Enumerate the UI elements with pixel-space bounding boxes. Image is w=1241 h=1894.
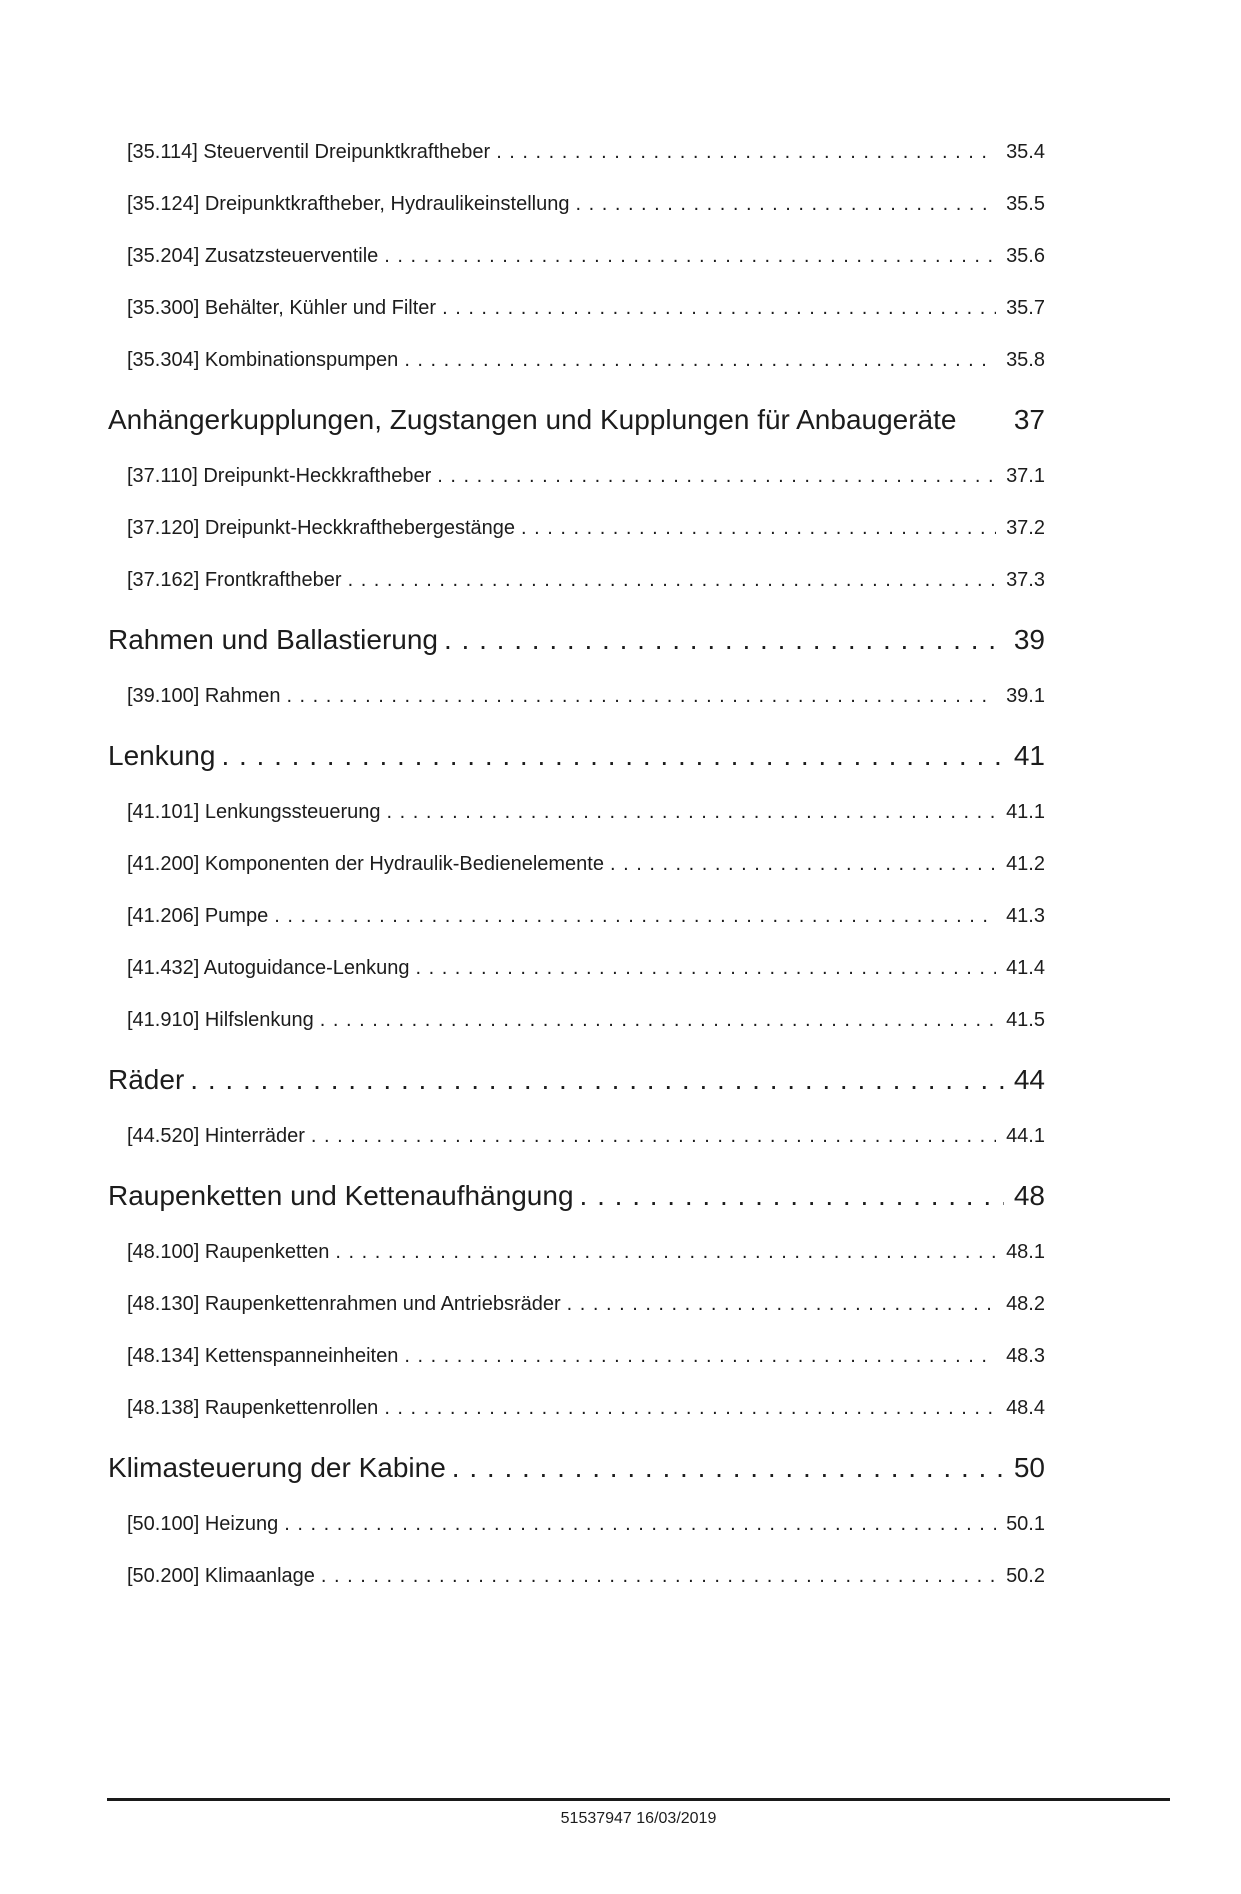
toc-entry-title: [35.300] Behälter, Kühler und Filter xyxy=(127,297,437,319)
toc-page-number: 48 xyxy=(1013,1180,1045,1211)
toc-page-number: 41.1 xyxy=(1006,801,1045,823)
toc-entry-title: [48.130] Raupenkettenrahmen und Antriebsräder xyxy=(127,1293,561,1315)
dot-leader xyxy=(286,684,996,708)
toc-entry-row[interactable] xyxy=(108,296,1045,320)
toc-entry-title: [48.134] Kettenspanneinheiten xyxy=(127,1345,399,1367)
toc-entry-title: [48.138] Raupenkettenrollen xyxy=(127,1397,379,1419)
toc-page-number: 37.3 xyxy=(1006,569,1045,591)
toc-entry-row[interactable] xyxy=(108,1564,1045,1588)
toc-page-number: 39.1 xyxy=(1006,685,1045,707)
toc-page-number: 44.1 xyxy=(1006,1125,1045,1147)
toc-section-title: Räder xyxy=(108,1064,185,1095)
dot-leader xyxy=(221,739,1003,773)
toc-entry-row[interactable] xyxy=(108,1292,1045,1316)
toc-page-number: 50.1 xyxy=(1006,1513,1045,1535)
dot-leader xyxy=(404,348,996,372)
toc-entry-row[interactable] xyxy=(108,1512,1045,1536)
toc-page-number: 50 xyxy=(1013,1452,1045,1483)
toc-entry-title: [41.206] Pumpe xyxy=(127,905,269,927)
footer-divider xyxy=(107,1798,1170,1801)
toc-page-number: 41.5 xyxy=(1006,1009,1045,1031)
toc-section-title: Anhängerkupplungen, Zugstangen und Kupplungen für Anbaugeräte xyxy=(108,404,957,435)
dot-leader xyxy=(444,623,1004,657)
toc-section-title: Klimasteuerung der Kabine xyxy=(108,1452,446,1483)
toc-page-number: 44 xyxy=(1013,1064,1045,1095)
toc-entry-title: [37.162] Frontkraftheber xyxy=(127,569,342,591)
toc-entry-row[interactable] xyxy=(108,1240,1045,1264)
toc-entry-title: [50.200] Klimaanlage xyxy=(127,1565,315,1587)
dot-leader xyxy=(284,1512,996,1536)
toc-section-row[interactable] xyxy=(108,1179,1045,1213)
dot-leader xyxy=(442,296,996,320)
dot-leader xyxy=(575,192,996,216)
toc-entry-row[interactable] xyxy=(108,348,1045,372)
dot-leader xyxy=(404,1344,996,1368)
toc-entry-title: [35.114] Steuerventil Dreipunktkraftheber xyxy=(127,141,491,163)
toc-entry-title: [41.200] Komponenten der Hydraulik-Bedienelemente xyxy=(127,853,604,875)
toc-page-number: 35.5 xyxy=(1006,193,1045,215)
dot-leader xyxy=(521,516,996,540)
toc-section-row[interactable] xyxy=(108,1451,1045,1485)
toc-entry-row[interactable] xyxy=(108,800,1045,824)
dot-leader xyxy=(190,1063,1004,1097)
dot-leader xyxy=(415,956,996,980)
toc-entry-row[interactable] xyxy=(108,464,1045,488)
toc-entry-row[interactable] xyxy=(108,568,1045,592)
dot-leader xyxy=(387,800,997,824)
dot-leader xyxy=(452,1451,1004,1485)
toc-entry-title: [41.432] Autoguidance-Lenkung xyxy=(127,957,410,979)
toc-section-row[interactable] xyxy=(108,1063,1045,1097)
toc-entry-title: [35.304] Kombinationspumpen xyxy=(127,349,399,371)
toc-entry-row[interactable] xyxy=(108,1344,1045,1368)
dot-leader xyxy=(496,140,996,164)
toc-page-number: 48.2 xyxy=(1006,1293,1045,1315)
toc-page-number: 41 xyxy=(1013,740,1045,771)
toc-page-number: 39 xyxy=(1013,624,1045,655)
dot-leader xyxy=(320,1008,996,1032)
toc-entry-title: [39.100] Rahmen xyxy=(127,685,281,707)
toc-page-number: 37 xyxy=(1013,404,1045,435)
dot-leader xyxy=(437,464,996,488)
dot-leader xyxy=(274,904,996,928)
dot-leader xyxy=(384,244,996,268)
toc-page-number: 41.4 xyxy=(1006,957,1045,979)
dot-leader xyxy=(610,852,996,876)
toc-page-number: 41.2 xyxy=(1006,853,1045,875)
toc-entry-row[interactable] xyxy=(108,684,1045,708)
toc-page-number: 35.6 xyxy=(1006,245,1045,267)
dot-leader xyxy=(321,1564,996,1588)
toc-entry-row[interactable] xyxy=(108,1124,1045,1148)
toc-entry-row[interactable] xyxy=(108,852,1045,876)
table-of-contents xyxy=(108,140,1045,1588)
toc-page-number: 35.4 xyxy=(1006,141,1045,163)
toc-entry-row[interactable] xyxy=(108,516,1045,540)
toc-entry-row[interactable] xyxy=(108,192,1045,216)
toc-entry-title: [35.124] Dreipunktkraftheber, Hydraulikeinstellung xyxy=(127,193,570,215)
dot-leader xyxy=(567,1292,996,1316)
toc-entry-title: [37.120] Dreipunkt-Heckkrafthebergestänge xyxy=(127,517,516,539)
toc-entry-title: [37.110] Dreipunkt-Heckkraftheber xyxy=(127,465,432,487)
dot-leader xyxy=(580,1179,1004,1213)
toc-entry-row[interactable] xyxy=(108,956,1045,980)
toc-page-number: 37.2 xyxy=(1006,517,1045,539)
toc-entry-title: [44.520] Hinterräder xyxy=(127,1125,305,1147)
toc-page-number: 37.1 xyxy=(1006,465,1045,487)
toc-section-row[interactable] xyxy=(108,623,1045,657)
toc-entry-row[interactable] xyxy=(108,140,1045,164)
dot-leader xyxy=(335,1240,996,1264)
dot-leader xyxy=(384,1396,996,1420)
toc-page-number: 48.4 xyxy=(1006,1397,1045,1419)
toc-entry-row[interactable] xyxy=(108,1396,1045,1420)
toc-entry-row[interactable] xyxy=(108,904,1045,928)
toc-entry-row[interactable] xyxy=(108,1008,1045,1032)
toc-page-number: 35.7 xyxy=(1006,297,1045,319)
toc-entry-title: [41.910] Hilfslenkung xyxy=(127,1009,314,1031)
toc-entry-title: [41.101] Lenkungssteuerung xyxy=(127,801,381,823)
toc-page-number: 41.3 xyxy=(1006,905,1045,927)
toc-page-number: 35.8 xyxy=(1006,349,1045,371)
toc-entry-row[interactable] xyxy=(108,244,1045,268)
toc-section-title: Lenkung xyxy=(108,740,216,771)
toc-entry-title: [50.100] Heizung xyxy=(127,1513,279,1535)
dot-leader xyxy=(348,568,996,592)
toc-section-row[interactable] xyxy=(108,403,1045,437)
toc-page-number: 48.3 xyxy=(1006,1345,1045,1367)
toc-page-number: 48.1 xyxy=(1006,1241,1045,1263)
dot-leader xyxy=(311,1124,996,1148)
footer-publication-info: 51537947 16/03/2019 xyxy=(560,1810,717,1827)
toc-section-title: Raupenketten und Kettenaufhängung xyxy=(108,1180,574,1211)
toc-page-number: 50.2 xyxy=(1006,1565,1045,1587)
toc-section-title: Rahmen und Ballastierung xyxy=(108,624,438,655)
toc-section-row[interactable] xyxy=(108,739,1045,773)
toc-entry-title: [48.100] Raupenketten xyxy=(127,1241,330,1263)
toc-entry-title: [35.204] Zusatzsteuerventile xyxy=(127,245,379,267)
